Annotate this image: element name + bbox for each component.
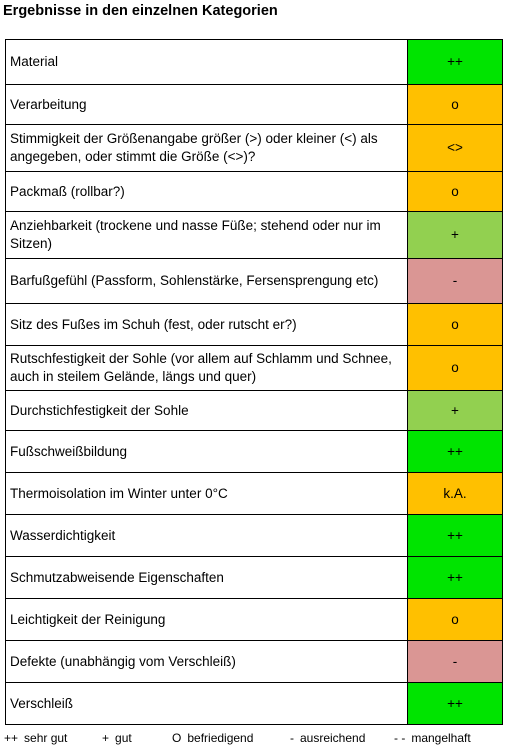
criterion-cell: Durchstichfestigkeit der Sohle [6, 391, 408, 431]
rating-cell: - [408, 641, 503, 683]
rating-cell: o [408, 599, 503, 641]
table-row [6, 515, 503, 557]
criterion-cell: Stimmigkeit der Größenangabe größer (>) oder kleiner (<) als angegeben, oder stimmt die Größe (<>)? [6, 125, 408, 172]
rating-cell: ++ [408, 40, 503, 85]
rating-cell: + [408, 391, 503, 431]
rating-cell: ++ [408, 431, 503, 473]
table-row [6, 431, 503, 473]
table-row [6, 259, 503, 304]
results-table-body [6, 40, 503, 725]
criterion-cell: Wasserdichtigkeit [6, 515, 408, 557]
criterion-cell: Fußschweißbildung [6, 431, 408, 473]
table-row [6, 125, 503, 172]
criterion-cell: Verarbeitung [6, 85, 408, 125]
legend-item [394, 731, 502, 745]
legend-symbol: + [102, 731, 110, 745]
criterion-cell: Verschleiß [6, 683, 408, 725]
legend-item [172, 731, 290, 745]
criterion-cell: Thermoisolation im Winter unter 0°C [6, 473, 408, 515]
criterion-cell: Leichtigkeit der Reinigung [6, 599, 408, 641]
table-row [6, 212, 503, 259]
legend-symbol: - [290, 731, 294, 745]
legend-symbol: ++ [4, 731, 19, 745]
rating-cell: o [408, 85, 503, 125]
legend-label: sehr gut [24, 731, 68, 745]
table-row [6, 473, 503, 515]
table-row [6, 40, 503, 85]
legend-label: mangelhaft [411, 731, 471, 745]
rating-cell: k.A. [408, 473, 503, 515]
rating-cell: <> [408, 125, 503, 172]
results-table [5, 39, 503, 725]
legend-symbol: - - [394, 731, 406, 745]
table-row [6, 391, 503, 431]
legend-label: ausreichend [300, 731, 366, 745]
rating-cell: o [408, 172, 503, 212]
legend-item [290, 731, 394, 745]
table-row [6, 641, 503, 683]
rating-legend [4, 731, 502, 745]
criterion-cell: Anziehbarkeit (trockene und nasse Füße; stehend oder nur im Sitzen) [6, 212, 408, 259]
criterion-cell: Material [6, 40, 408, 85]
criterion-cell: Barfußgefühl (Passform, Sohlenstärke, Fersensprengung etc) [6, 259, 408, 304]
criterion-cell: Rutschfestigkeit der Sohle (vor allem auf Schlamm und Schnee, auch in steilem Gelände, längs und quer) [6, 346, 408, 391]
criterion-cell: Packmaß (rollbar?) [6, 172, 408, 212]
table-row [6, 172, 503, 212]
legend-item [102, 731, 172, 745]
table-row [6, 557, 503, 599]
rating-cell: o [408, 304, 503, 346]
rating-cell: ++ [408, 515, 503, 557]
table-row [6, 683, 503, 725]
rating-cell: + [408, 212, 503, 259]
table-row [6, 304, 503, 346]
legend-symbol: O [172, 731, 182, 745]
table-row [6, 346, 503, 391]
page-title: Ergebnisse in den einzelnen Kategorien [3, 3, 278, 19]
rating-cell: ++ [408, 683, 503, 725]
rating-cell: ++ [408, 557, 503, 599]
table-row [6, 85, 503, 125]
criterion-cell: Defekte (unabhängig vom Verschleiß) [6, 641, 408, 683]
legend-label: gut [115, 731, 132, 745]
criterion-cell: Schmutzabweisende Eigenschaften [6, 557, 408, 599]
rating-cell: o [408, 346, 503, 391]
table-row [6, 599, 503, 641]
legend-label: befriedigend [187, 731, 254, 745]
rating-cell: - [408, 259, 503, 304]
legend-item [4, 731, 102, 745]
criterion-cell: Sitz des Fußes im Schuh (fest, oder rutscht er?) [6, 304, 408, 346]
